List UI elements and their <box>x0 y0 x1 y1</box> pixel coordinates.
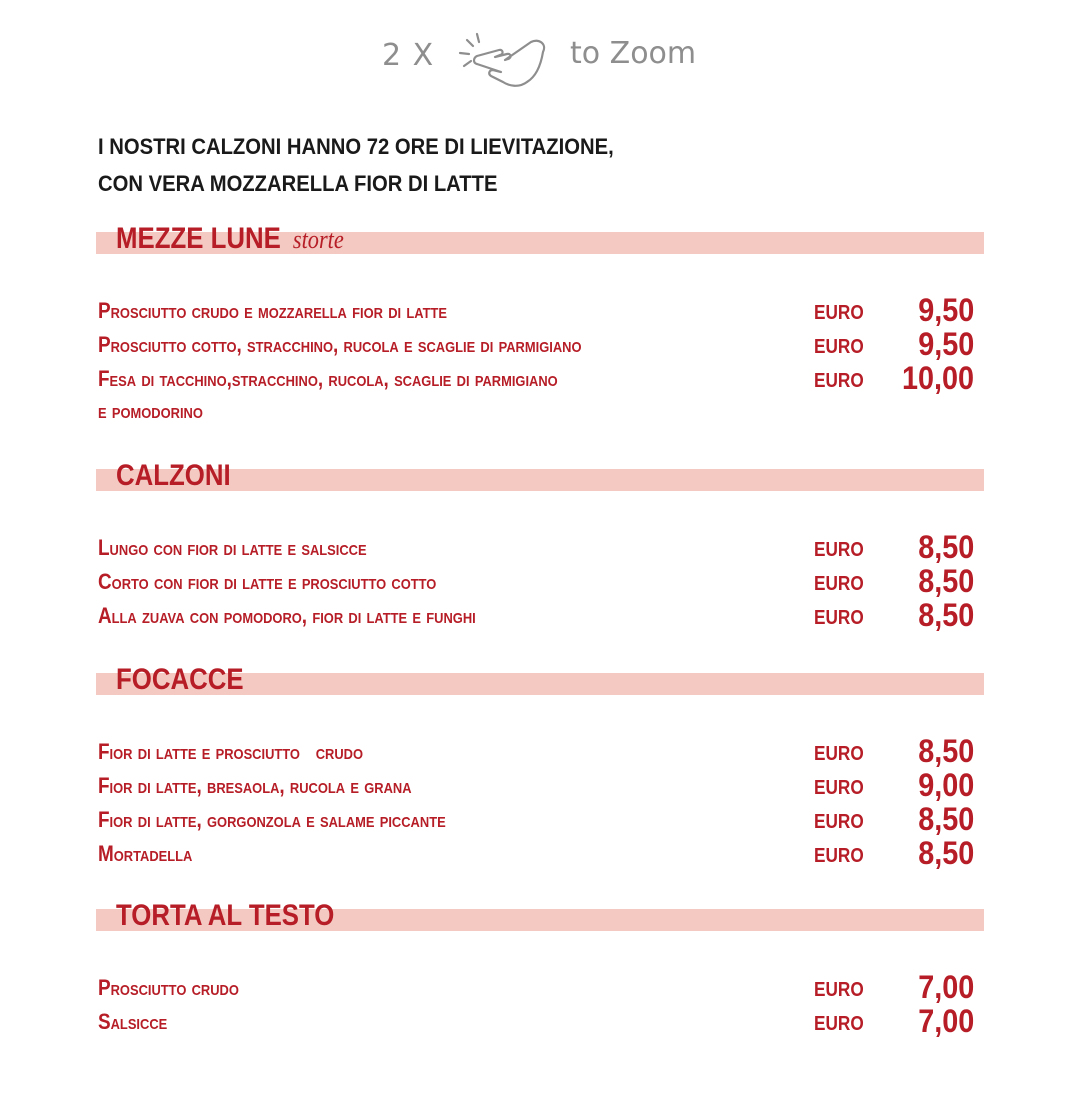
item-currency: EURO <box>814 1013 864 1035</box>
section-title: TORTA AL TESTO <box>116 899 335 932</box>
item-name: Fesa di tacchino,stracchino, rucola, scaglie di parmigiano <box>98 366 558 391</box>
item-price: 8,50 <box>917 733 974 769</box>
menu-list <box>98 733 978 873</box>
item-name: Corto con fior di latte e prosciutto cotto <box>98 569 437 594</box>
zoom-count: 2 X <box>382 38 435 73</box>
section-title-text: MEZZE LUNE <box>116 222 281 255</box>
item-name-continued: e pomodorino <box>98 398 203 423</box>
item-name: Lungo con fior di latte e salsicce <box>98 535 367 560</box>
menu-item <box>98 801 978 839</box>
item-currency: EURO <box>814 979 864 1001</box>
item-price: 9,00 <box>917 767 974 803</box>
menu-item <box>98 326 978 364</box>
item-price: 9,50 <box>917 326 974 362</box>
menu-item <box>98 360 978 423</box>
item-currency: EURO <box>814 811 864 833</box>
item-currency: EURO <box>814 573 864 595</box>
item-name: Prosciutto crudo <box>98 975 239 1000</box>
item-currency: EURO <box>814 302 864 324</box>
menu-item <box>98 529 978 567</box>
item-name: Fior di latte, gorgonzola e salame piccante <box>98 807 446 832</box>
item-price: 8,50 <box>917 597 974 633</box>
item-currency: EURO <box>814 336 864 358</box>
menu-item <box>98 767 978 805</box>
item-currency: EURO <box>814 539 864 561</box>
menu-item <box>98 597 978 635</box>
item-price: 8,50 <box>917 529 974 565</box>
menu-list <box>98 969 978 1041</box>
section-subtitle: storte <box>292 225 344 254</box>
section-title <box>116 222 344 256</box>
item-currency: EURO <box>814 777 864 799</box>
item-price: 10,00 <box>901 360 974 396</box>
menu-list <box>98 529 978 635</box>
item-currency: EURO <box>814 370 864 392</box>
item-name: Salsicce <box>98 1009 168 1034</box>
intro-text <box>98 128 958 202</box>
menu-item <box>98 733 978 771</box>
item-name: Mortadella <box>98 841 193 866</box>
item-name: Fior di latte, bresaola, rucola e grana <box>98 773 412 798</box>
item-name: Prosciutto crudo e mozzarella fior di latte <box>98 298 447 323</box>
tap-hand-icon <box>455 30 547 90</box>
item-price: 9,50 <box>917 292 974 328</box>
zoom-text: to Zoom <box>570 36 697 71</box>
item-price: 7,00 <box>917 1003 974 1039</box>
item-currency: EURO <box>814 743 864 765</box>
menu-item <box>98 835 978 873</box>
item-currency: EURO <box>814 607 864 629</box>
intro-line-1: I NOSTRI CALZONI HANNO 72 ORE DI LIEVITAZIONE, <box>98 134 614 159</box>
zoom-hint <box>0 28 1080 84</box>
item-price: 8,50 <box>917 801 974 837</box>
item-name: Alla zuava con pomodoro, fior di latte e funghi <box>98 603 476 628</box>
menu-item <box>98 1003 978 1041</box>
item-price: 7,00 <box>917 969 974 1005</box>
item-name: Prosciutto cotto, stracchino, rucola e scaglie di parmigiano <box>98 332 582 357</box>
item-currency: EURO <box>814 845 864 867</box>
menu-item <box>98 563 978 601</box>
menu-item <box>98 969 978 1007</box>
intro-line-2: CON VERA MOZZARELLA FIOR DI LATTE <box>98 171 498 196</box>
menu-item <box>98 292 978 330</box>
item-price: 8,50 <box>917 563 974 599</box>
section-title: FOCACCE <box>116 663 244 696</box>
menu-list <box>98 292 978 423</box>
section-title: CALZONI <box>116 459 231 492</box>
item-price: 8,50 <box>917 835 974 871</box>
item-name: Fior di latte e prosciutto crudo <box>98 739 364 764</box>
